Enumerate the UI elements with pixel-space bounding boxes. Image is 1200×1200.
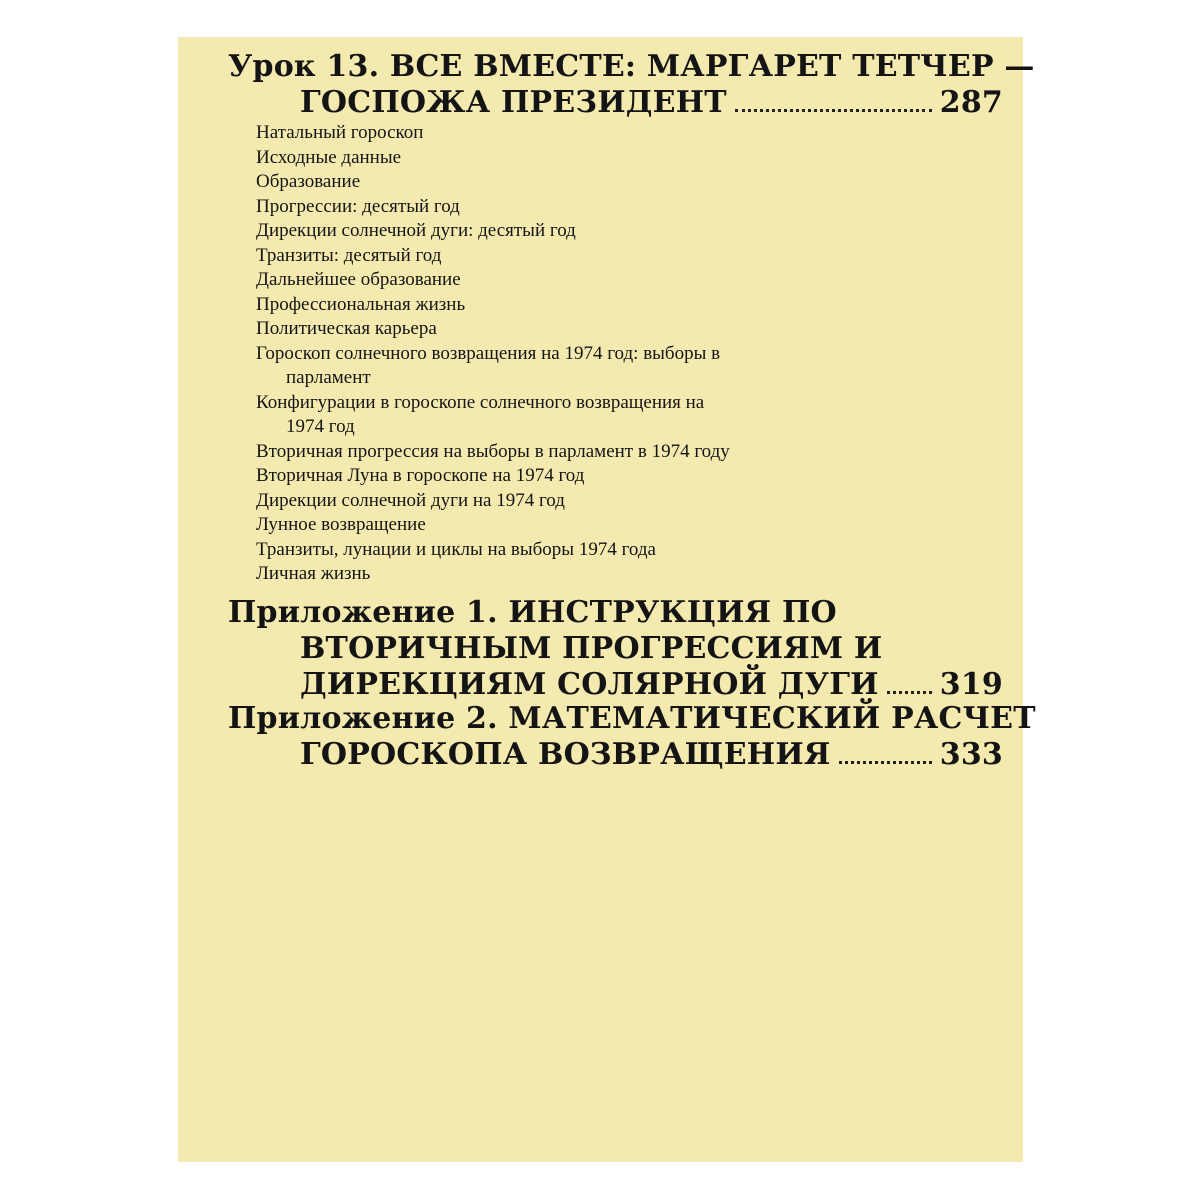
dot-leader <box>887 691 932 694</box>
appendix-2-heading <box>228 701 1036 773</box>
appendix-1-title-line-2: ВТОРИЧНЫМ ПРОГРЕССИЯМ И <box>300 631 883 666</box>
lesson-13-prefix: Урок 13. <box>228 49 380 84</box>
section-item: Натальный гороскоп <box>256 122 424 143</box>
appendix-1-title-line-1 <box>228 595 1003 631</box>
appendix-2-page-number: 333 <box>939 737 1003 772</box>
section-item: Лунное возвращение <box>256 514 426 535</box>
lesson-13-heading <box>228 49 1035 121</box>
appendix-2-title-line-2 <box>228 737 1003 773</box>
section-item: Личная жизнь <box>256 563 371 584</box>
appendix-2-prefix: Приложение 2. <box>228 701 498 736</box>
lesson-13-title-part-1: ВСЕ ВМЕСТЕ: МАРГАРЕТ ТЕТЧЕР — <box>389 49 1035 84</box>
lesson-13-title-line-2 <box>228 85 1003 121</box>
section-item: Дальнейшее образование <box>256 269 461 290</box>
lesson-13-sections <box>256 121 976 587</box>
section-item-text: Гороскоп солнечного возвращения на 1974 год: выборы в <box>256 342 721 364</box>
section-item: Исходные данные <box>256 146 402 168</box>
lesson-13-title-line-1 <box>228 49 1035 85</box>
appendix-2-title-part-1: МАТЕМАТИЧЕСКИЙ РАСЧЕТ <box>508 701 1036 736</box>
appendix-2-title-part-2: ГОРОСКОПА ВОЗВРАЩЕНИЯ <box>300 737 831 772</box>
appendix-1-title-part-3: ДИРЕКЦИЯМ СОЛЯРНОЙ ДУГИ <box>300 667 879 702</box>
section-item: Прогрессии: десятый год <box>256 195 460 217</box>
section-item: Образование <box>256 171 361 192</box>
section-item: Дирекции солнечной дуги на 1974 год <box>256 489 565 511</box>
appendix-1-title-line-3 <box>228 667 1003 703</box>
section-item: Транзиты, лунации и циклы на выборы 1974 года <box>256 538 656 560</box>
section-item-continuation: 1974 год <box>286 416 355 437</box>
dot-leader <box>735 109 932 112</box>
section-item: Профессиональная жизнь <box>256 293 466 315</box>
section-item: Дирекции солнечной дуги: десятый год <box>256 220 576 241</box>
appendix-2-title-line-1 <box>228 701 1036 737</box>
appendix-1-title-part-1: ИНСТРУКЦИЯ ПО <box>508 595 837 630</box>
section-item: Транзиты: десятый год <box>256 244 442 266</box>
section-item: Вторичная Луна в гороскопе на 1974 год <box>256 465 585 486</box>
section-item-continuation: парламент <box>286 367 371 388</box>
section-item: Вторичная прогрессия на выборы в парламент в 1974 году <box>256 440 730 462</box>
appendix-1-page-number: 319 <box>939 667 1003 702</box>
lesson-13-title-part-2: ГОСПОЖА ПРЕЗИДЕНТ <box>300 85 727 120</box>
section-item <box>256 342 976 391</box>
section-item-text: Конфигурации в гороскопе солнечного возвращения на <box>256 391 705 413</box>
lesson-13-page-number: 287 <box>939 85 1003 120</box>
appendix-1-prefix: Приложение 1. <box>228 595 498 630</box>
section-item <box>256 391 976 440</box>
appendix-1-heading <box>228 595 1003 703</box>
section-item: Политическая карьера <box>256 318 437 339</box>
dot-leader <box>839 761 932 764</box>
book-page <box>178 37 1036 1162</box>
